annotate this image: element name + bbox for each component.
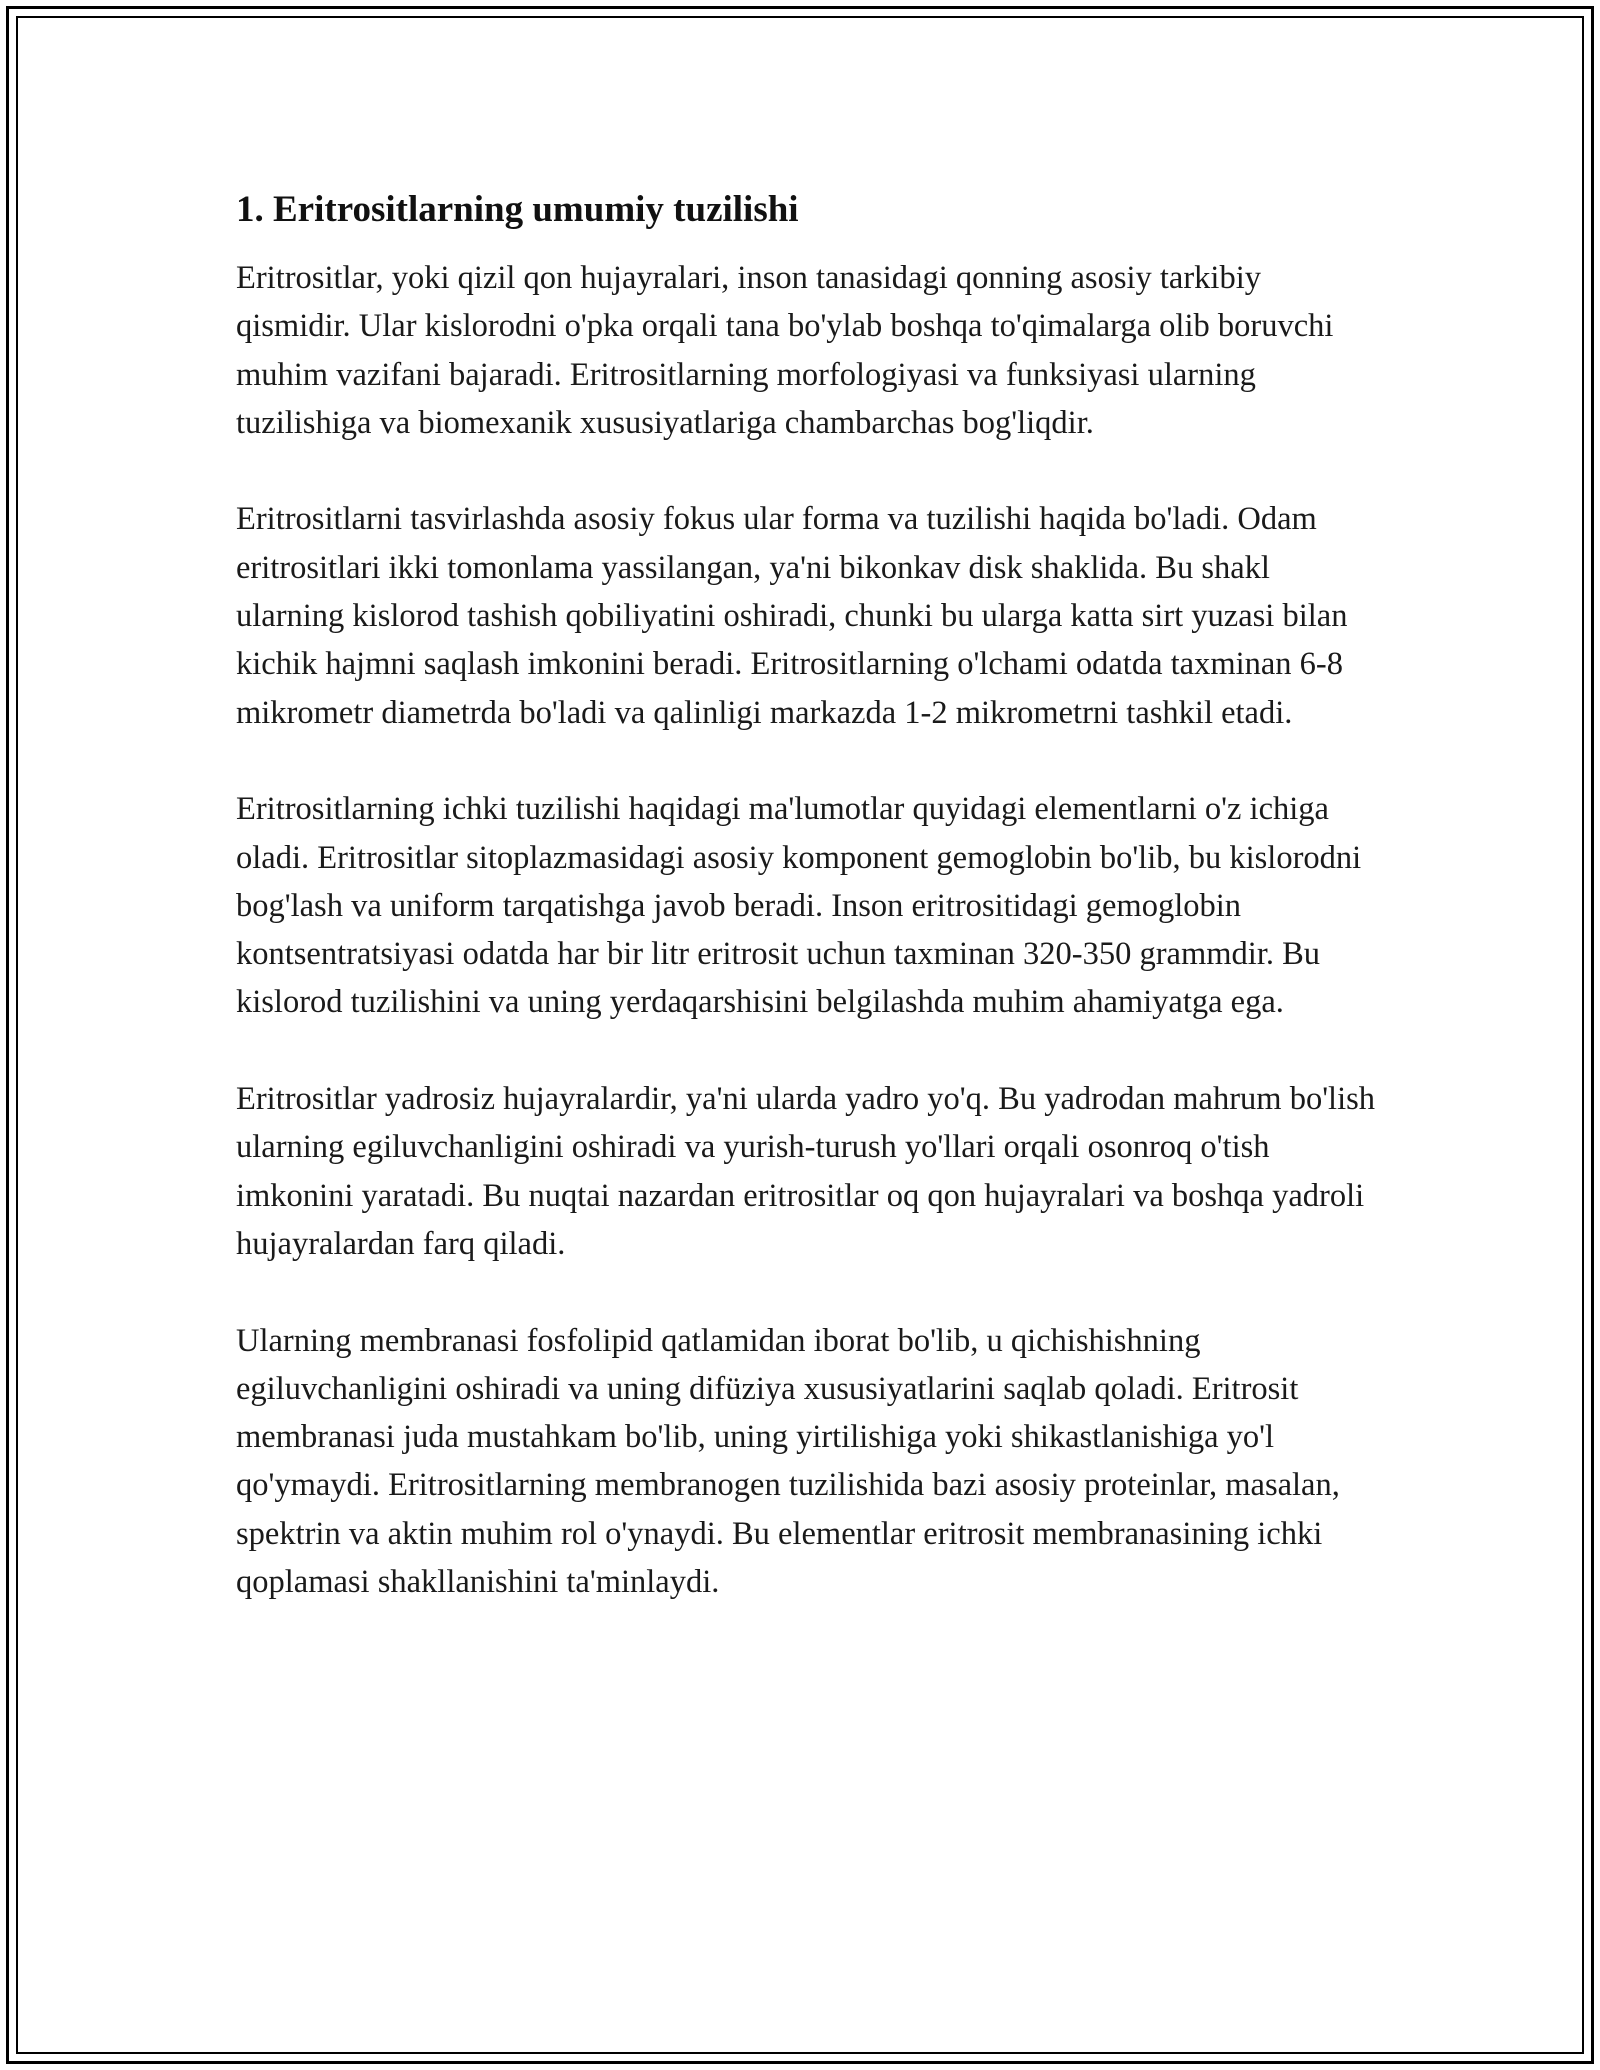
document-body — [236, 186, 1376, 1655]
paragraph-2: Eritrositlarni tasvirlashda asosiy fokus ular forma va tuzilishi haqida bo'ladi. Odam eritrositlari ikki tomonlama yassilangan, ya'ni bikonkav disk shaklida. Bu shakl ularning kislorod tashish qobiliyatini oshiradi, chunki bu ularga katta sirt yuzasi bilan kichik hajmni saqlash imkonini beradi. Eritrositlarning o'lchami odatda taxminan 6-8 mikrometr diametrda bo'ladi va qalinligi markazda 1-2 mikrometrni tashkil etadi. — [236, 501, 1348, 731]
paragraph-3: Eritrositlarning ichki tuzilishi haqidagi ma'lumotlar quyidagi elementlarni o'z ichiga oladi. Eritrositlar sitoplazmasidagi asosiy komponent gemoglobin bo'lib, bu kislorodni bog'lash va uniform tarqatishga javob beradi. Inson eritrositidagi gemoglobin kontsentratsiyasi odatda har bir litr eritrosit uchun taxminan 320-350 grammdir. Bu kislorod tuzilishini va uning yerdaqarshisini belgilashda muhim ahamiyatga ega. — [236, 791, 1362, 1021]
paragraph-5: Ularning membranasi fosfolipid qatlamidan iborat bo'lib, u qichishishning egiluvchanligini oshiradi va uning difüziya xususiyatlarini saqlab qoladi. Eritrosit membranasi juda mustahkam bo'lib, uning yirtilishiga yoki shikastlanishiga yo'l qo'ymaydi. Eritrositlarning membranogen tuzilishida bazi asosiy proteinlar, masalan, spektrin va aktin muhim rol o'ynaydi. Bu elementlar eritrosit membranasining ichki qoplamasi shakllanishini ta'minlaydi. — [236, 1322, 1340, 1601]
paragraph-4: Eritrositlar yadrosiz hujayralardir, ya'ni ularda yadro yo'q. Bu yadrodan mahrum bo'lish ularning egiluvchanligini oshiradi va yurish-turush yo'llari orqali osonroq o'tish imkonini yaratadi. Bu nuqtai nazardan eritrositlar oq qon hujayralari va boshqa yadroli hujayralardan farq qiladi. — [236, 1081, 1376, 1262]
paragraph-1: Eritrositlar, yoki qizil qon hujayralari, inson tanasidagi qonning asosiy tarkibiy qismidir. Ular kislorodni o'pka orqali tana bo'ylab boshqa to'qimalarga olib boruvchi muhim vazifani bajaradi. Eritrositlarning morfologiyasi va funksiyasi ularning tuzilishiga va biomexanik xususiyatlariga chambarchas bog'liqdir. — [236, 260, 1334, 441]
section-title: 1. Eritrositlarning umumiy tuzilishi — [236, 189, 799, 230]
